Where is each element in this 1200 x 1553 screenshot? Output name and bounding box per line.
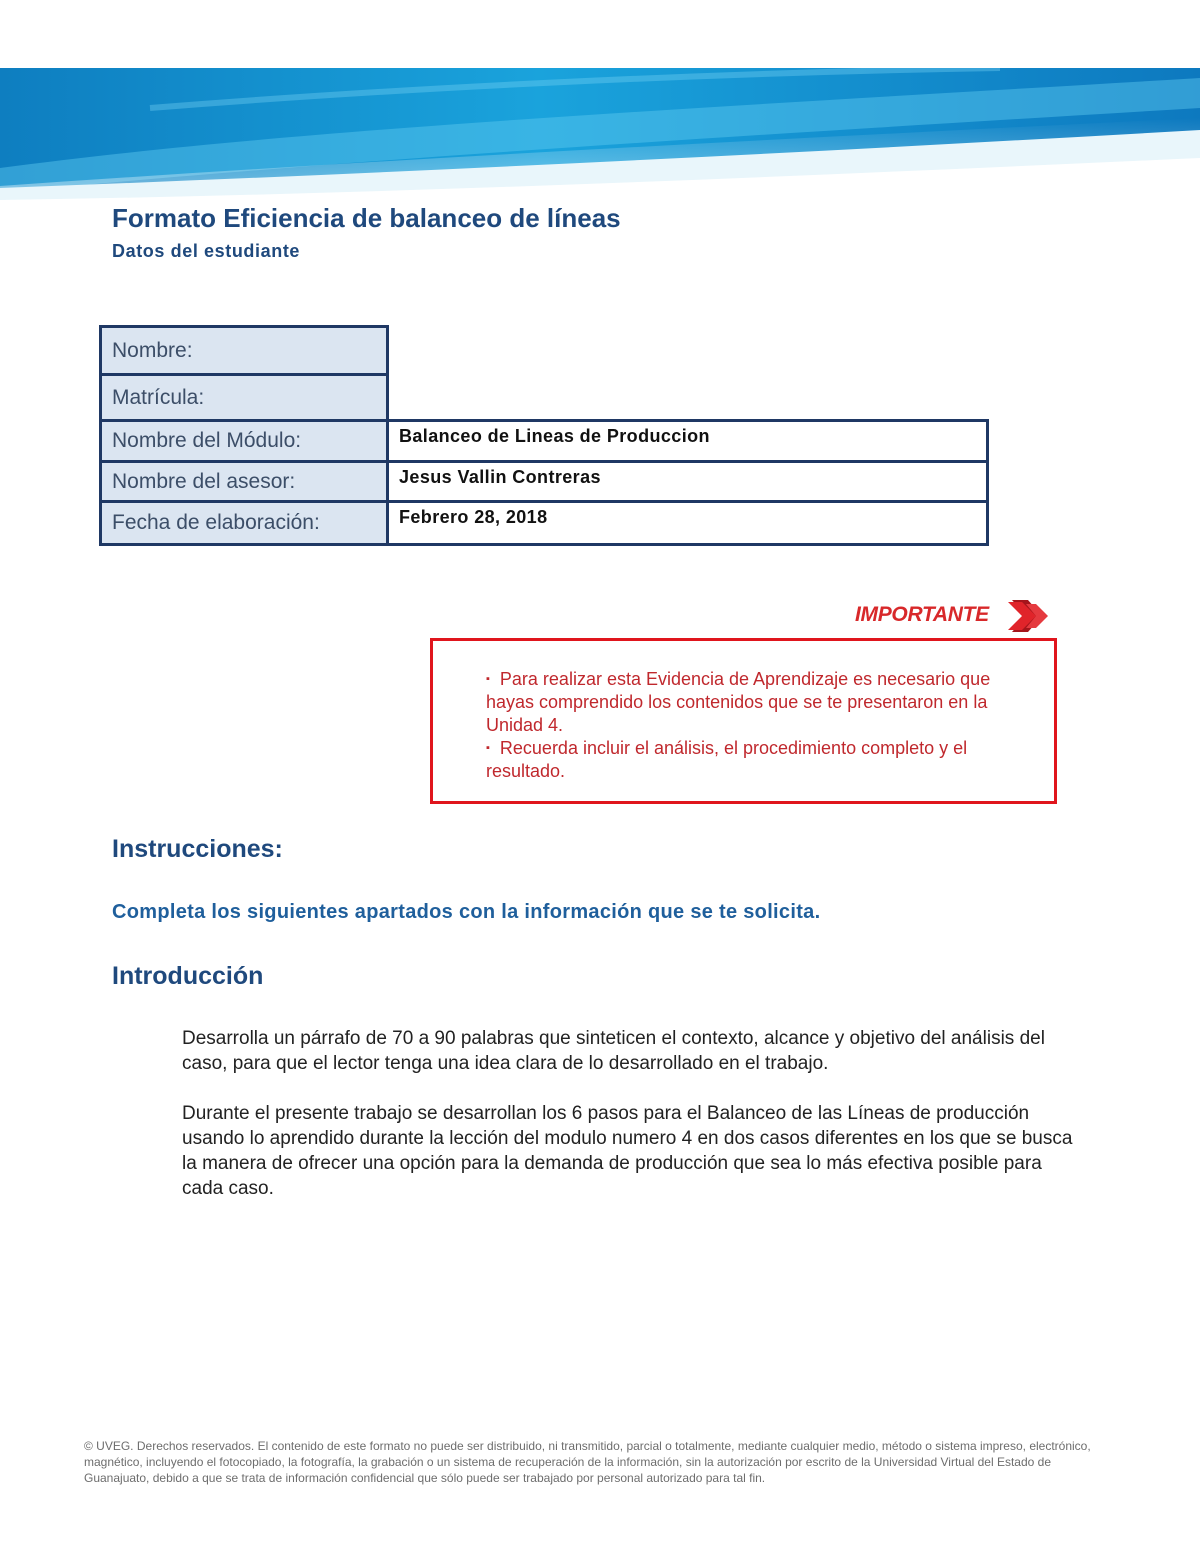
student-data-table bbox=[99, 325, 989, 546]
row-label-matricula: Matrícula: bbox=[99, 373, 389, 422]
instructions-heading: Instrucciones: bbox=[112, 835, 283, 863]
document-title: Formato Eficiencia de balanceo de líneas bbox=[112, 203, 621, 233]
list-item: ▪ Para realizar esta Evidencia de Aprendizaje es necesario que hayas comprendido los contenidos que se te presentaron en la Unidad 4. bbox=[486, 669, 991, 735]
row-label-asesor: Nombre del asesor: bbox=[99, 460, 389, 503]
introduction-heading: Introducción bbox=[112, 962, 264, 990]
copyright-footer: © UVEG. Derechos reservados. El contenido de este formato no puede ser distribuido, ni transmitido, parcial o totalmente, mediante cualquier medio, método o sistema impreso, electrónico, magnético, incluyendo el fotocopiado, la fotografía, la grabación o un sistema de recuperación de la información, sin la autorización por escrito de la Universidad Virtual del Estado de Guanajuato, debido a que se trata de información confidencial que sólo puede ser trabajado por personal autorizado para tal fin. bbox=[84, 1439, 1091, 1485]
introduction-paragraph: Durante el presente trabajo se desarrollan los 6 pasos para el Balanceo de las Líneas de producción usando lo aprendido durante la lección del modulo numero 4 en dos casos diferentes en los que se busca la manera de ofrecer una opción para la demanda de producción que sea lo más efectiva posible para cada caso. bbox=[182, 1103, 1073, 1199]
double-chevron-right-icon bbox=[1006, 598, 1050, 634]
row-value-asesor: Jesus Vallin Contreras bbox=[386, 460, 989, 503]
bullet-icon: ▪ bbox=[486, 673, 490, 685]
row-label-nombre: Nombre: bbox=[99, 325, 389, 376]
important-label: IMPORTANTE bbox=[855, 603, 989, 626]
row-value-fecha: Febrero 28, 2018 bbox=[386, 500, 989, 546]
important-box bbox=[430, 638, 1057, 804]
important-list bbox=[486, 668, 1006, 783]
row-label-fecha: Fecha de elaboración: bbox=[99, 500, 389, 546]
list-item: ▪ Recuerda incluir el análisis, el procedimiento completo y el resultado. bbox=[486, 738, 968, 781]
document-subtitle: Datos del estudiante bbox=[112, 241, 301, 261]
header-banner bbox=[0, 68, 1200, 216]
introduction-paragraph: Desarrolla un párrafo de 70 a 90 palabras que sinteticen el contexto, alcance y objetivo del análisis del caso, para que el lector tenga una idea clara de lo desarrollado en el trabajo. bbox=[182, 1028, 1045, 1074]
row-label-modulo: Nombre del Módulo: bbox=[99, 419, 389, 463]
instructions-text: Completa los siguientes apartados con la información que se te solicita. bbox=[112, 901, 821, 923]
bullet-icon: ▪ bbox=[486, 742, 490, 754]
row-value-modulo: Balanceo de Lineas de Produccion bbox=[386, 419, 989, 463]
